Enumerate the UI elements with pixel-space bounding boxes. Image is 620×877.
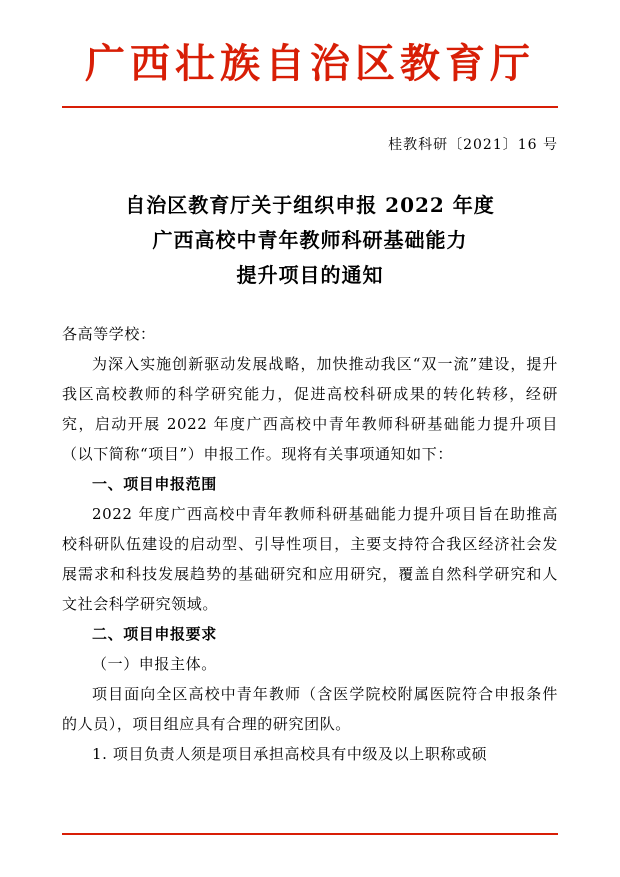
heading-scope: 一、项目申报范围 — [92, 475, 217, 493]
document-body — [62, 319, 558, 769]
document-title-line-1: 自治区教育厅关于组织申报 2022 年度 — [125, 193, 495, 217]
paragraph-leader-requirement: 1. 项目负责人须是项目承担高校具有中级及以上职称或硕 — [92, 745, 488, 763]
heading-requirements: 二、项目申报要求 — [92, 625, 217, 643]
document-number: 桂教科研〔2021〕16 号 — [388, 137, 558, 153]
header-red-rule — [62, 106, 558, 108]
footer-red-rule — [62, 833, 558, 835]
document-title-line-2: 广西高校中青年教师科研基础能力 — [152, 228, 468, 252]
paragraph-subject-body: 项目面向全区高校中青年教师（含医学院校附属医院符合申报条件的人员），项目组应具有合理的研究团队。 — [62, 685, 558, 733]
paragraph-scope: 2022 年度广西高校中青年教师科研基础能力提升项目旨在助推高校科研队伍建设的启动型、引导性项目，主要支持符合我区经济社会发展需求和科技发展趋势的基础研究和应用研究，覆盖自然科学研究和人文社会科学研究领域。 — [62, 505, 558, 613]
salutation: 各高等学校： — [62, 325, 156, 343]
masthead-title: 广西壮族自治区教育厅 — [85, 40, 535, 87]
document-title — [62, 188, 558, 293]
paragraph-subject-heading: （一）申报主体。 — [92, 655, 217, 673]
paragraph-intro: 为深入实施创新驱动发展战略，加快推动我区“双一流”建设，提升我区高校教师的科学研究能力，促进高校科研成果的转化转移，经研究，启动开展 2022 年度广西高校中青年教师科研基础能力提升项目（以下简称“项目”）申报工作。现将有关事项通知如下： — [62, 355, 558, 463]
document-title-line-3: 提升项目的通知 — [236, 263, 384, 287]
masthead — [62, 0, 558, 88]
